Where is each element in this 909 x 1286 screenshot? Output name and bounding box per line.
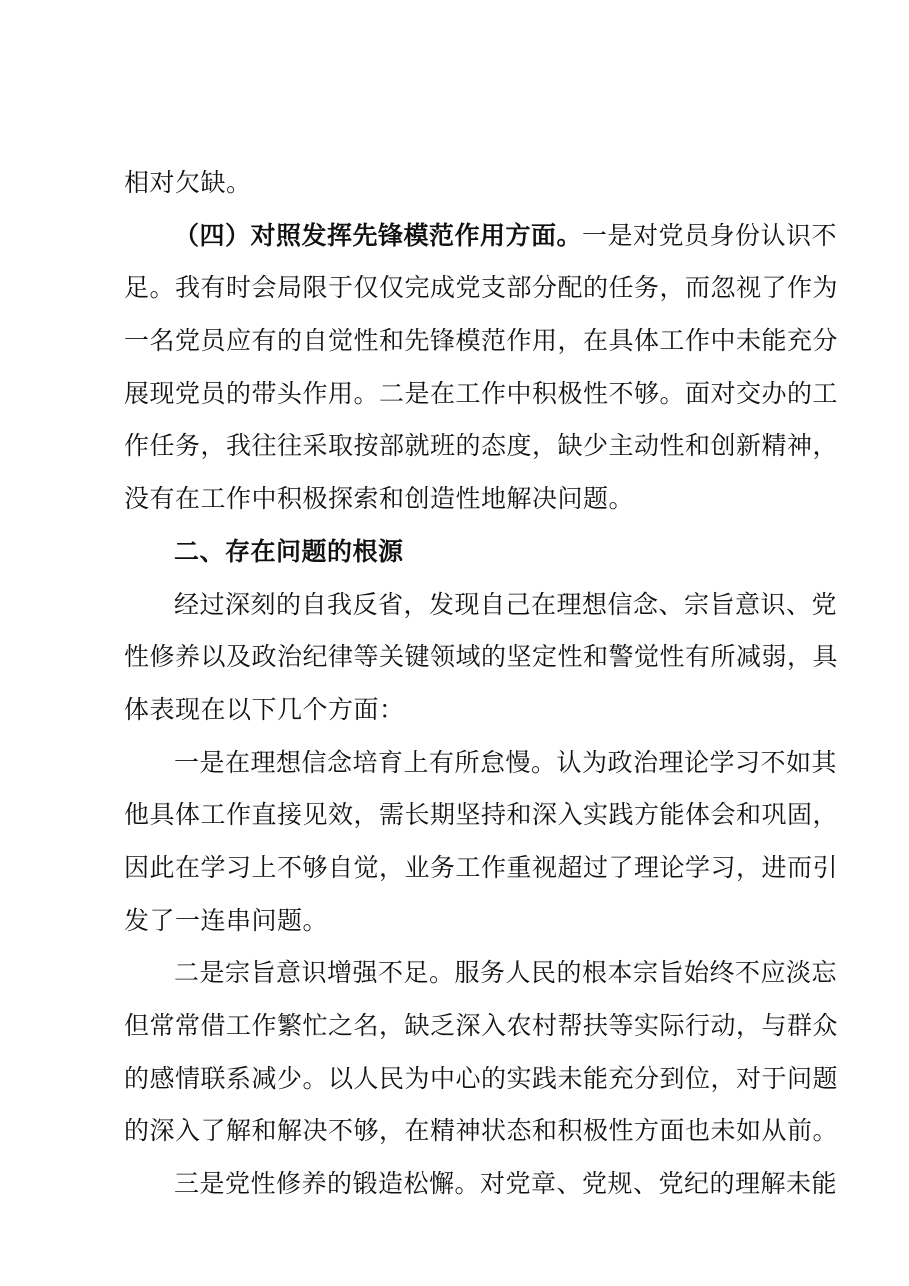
- section-heading: 二、存在问题的根源: [174, 537, 404, 566]
- text-line: 一名党员应有的自觉性和先锋模范作用，在具体工作中未能充分: [124, 326, 839, 355]
- text-line: 性修养以及政治纪律等关键领域的坚定性和警觉性有所减弱，具: [124, 642, 839, 671]
- text-run: 一是对党员身份认识不: [582, 221, 838, 250]
- text-line: 但常常借工作繁忙之名，缺乏深入农村帮扶等实际行动，与群众: [124, 1011, 839, 1040]
- text-line: 二是宗旨意识增强不足。服务人民的根本宗旨始终不应淡忘: [174, 958, 838, 987]
- text-line: 他具体工作直接见效，需长期坚持和深入实践方能体会和巩固，: [124, 800, 839, 829]
- text-line: 发了一连串问题。: [124, 906, 329, 935]
- text-line: 经过深刻的自我反省，发现自己在理想信念、宗旨意识、党: [174, 590, 838, 619]
- text-line: 展现党员的带头作用。二是在工作中积极性不够。面对交办的工: [124, 379, 839, 408]
- section-subheading: （四）对照发挥先锋模范作用方面。: [174, 221, 583, 250]
- text-line: 的深入了解和解决不够，在精神状态和积极性方面也未如从前。: [124, 1116, 839, 1145]
- text-line: 足。我有时会局限于仅仅完成党支部分配的任务，而忽视了作为: [124, 273, 839, 302]
- text-line: 的感情联系减少。以人民为中心的实践未能充分到位，对于问题: [124, 1064, 839, 1093]
- text-line: 作任务，我往往采取按部就班的态度，缺少主动性和创新精神，: [124, 431, 839, 460]
- text-line: 体表现在以下几个方面：: [124, 695, 405, 724]
- text-line: 因此在学习上不够自觉，业务工作重视超过了理论学习，进而引: [124, 853, 839, 882]
- text-line: 没有在工作中积极探索和创造性地解决问题。: [124, 484, 635, 513]
- text-line: 相对欠缺。: [124, 168, 252, 197]
- text-line: 一是在理想信念培育上有所怠慢。认为政治理论学习不如其: [174, 748, 838, 777]
- text-line: 三是党性修养的锻造松懈。对党章、党规、党纪的理解未能: [174, 1169, 838, 1198]
- text-line: [174, 213, 838, 259]
